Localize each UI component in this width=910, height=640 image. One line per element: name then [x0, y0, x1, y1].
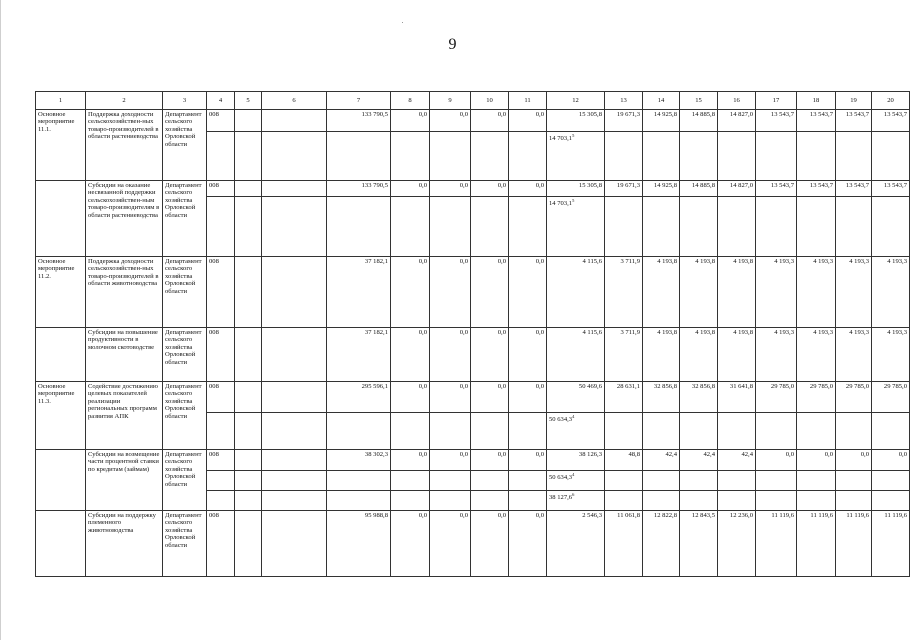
value-cell: 0,0 [391, 110, 430, 132]
value-cell: 0,0 [509, 328, 547, 382]
value-cell: 4 193,8 [680, 328, 718, 382]
empty-cell [756, 197, 797, 257]
value-cell: 4 193,8 [643, 328, 680, 382]
empty-cell [262, 197, 327, 257]
header-cell: 20 [872, 92, 910, 110]
empty-cell [262, 413, 327, 450]
value-cell: 14 925,8 [643, 110, 680, 132]
value-cell: 0,0 [391, 257, 430, 328]
measure-code-cell: Основное мероприятие 11.2. [36, 257, 86, 328]
empty-cell [509, 132, 547, 181]
value-cell: 0,0 [430, 257, 471, 328]
value-cell: 0,0 [391, 382, 430, 413]
empty-cell [718, 413, 756, 450]
table-row [36, 110, 910, 132]
empty-cell [430, 491, 471, 511]
code-cell: 008 [207, 181, 235, 197]
empty-cell [391, 491, 430, 511]
header-cell: 8 [391, 92, 430, 110]
value-cell: 2 546,3 [547, 511, 605, 577]
value-cell: 28 631,1 [605, 382, 643, 413]
code-cell: 008 [207, 328, 235, 382]
header-cell: 6 [262, 92, 327, 110]
value-cell: 0,0 [430, 110, 471, 132]
value-cell: 0,0 [430, 181, 471, 197]
empty-cell [756, 413, 797, 450]
empty-cell [235, 181, 262, 197]
empty-cell [391, 197, 430, 257]
empty-cell [391, 413, 430, 450]
value-cell: 133 790,5 [327, 181, 391, 197]
empty-cell [235, 110, 262, 132]
measure-code-cell [36, 181, 86, 257]
value-cell: 14 827,0 [718, 181, 756, 197]
empty-cell [680, 197, 718, 257]
value-cell: 295 596,1 [327, 382, 391, 413]
header-cell: 19 [836, 92, 872, 110]
value-cell: 0,0 [797, 450, 836, 471]
value-cell: 0,0 [430, 450, 471, 471]
value-cell: 4 193,3 [756, 328, 797, 382]
value-cell: 32 856,8 [680, 382, 718, 413]
measure-name-cell: Поддержка доходности сельскохозяйствен-ных товаро-производителей в области растениеводства [86, 110, 163, 181]
executor-cell: Департамент сельского хозяйства Орловской области [163, 257, 207, 328]
value-cell: 14 925,8 [643, 181, 680, 197]
scan-speck [402, 22, 403, 23]
empty-cell [471, 491, 509, 511]
empty-cell [430, 132, 471, 181]
empty-cell [262, 110, 327, 132]
empty-cell [235, 257, 262, 328]
empty-cell [680, 491, 718, 511]
header-cell: 16 [718, 92, 756, 110]
value-cell: 29 785,0 [756, 382, 797, 413]
value-cell: 11 061,8 [605, 511, 643, 577]
header-cell: 2 [86, 92, 163, 110]
value-cell: 32 856,8 [643, 382, 680, 413]
empty-cell [643, 471, 680, 491]
value-cell: 11 119,6 [797, 511, 836, 577]
empty-cell [797, 471, 836, 491]
header-cell: 15 [680, 92, 718, 110]
header-cell: 9 [430, 92, 471, 110]
value-cell: 0,0 [509, 511, 547, 577]
value-cell: 11 119,6 [836, 511, 872, 577]
value-cell: 12 843,5 [680, 511, 718, 577]
header-cell: 7 [327, 92, 391, 110]
empty-cell [872, 471, 910, 491]
value-cell: 38 126,3 [547, 450, 605, 471]
empty-cell [327, 491, 391, 511]
measure-code-cell [36, 511, 86, 577]
empty-cell [872, 197, 910, 257]
value-cell: 13 543,7 [756, 181, 797, 197]
executor-cell: Департамент сельского хозяйства Орловской области [163, 382, 207, 450]
value-cell: 3 711,9 [605, 257, 643, 328]
empty-cell [235, 328, 262, 382]
code-cell: 008 [207, 511, 235, 577]
value-cell: 37 182,1 [327, 328, 391, 382]
empty-cell [262, 257, 327, 328]
empty-cell [262, 511, 327, 577]
empty-cell [797, 197, 836, 257]
empty-cell [836, 491, 872, 511]
empty-cell [718, 197, 756, 257]
empty-cell [471, 413, 509, 450]
measure-name-cell: Содействие достижению целевых показателей реализации региональных программ развития АПК [86, 382, 163, 450]
empty-cell [430, 197, 471, 257]
value-cell: 13 543,7 [836, 110, 872, 132]
header-row [36, 92, 910, 110]
value-cell: 11 119,6 [756, 511, 797, 577]
measure-name-cell: Поддержка доходности сельскохозяйствен-ных товаро-производителей в области животноводства [86, 257, 163, 328]
empty-cell [509, 471, 547, 491]
measure-code-cell: Основное мероприятие 11.1. [36, 110, 86, 181]
value-cell: 0,0 [391, 450, 430, 471]
footnote-value-cell: 14 703,1$^5$ [547, 132, 605, 181]
measure-code-cell: Основное мероприятие 11.3. [36, 382, 86, 450]
empty-cell [262, 450, 327, 471]
empty-cell [235, 511, 262, 577]
value-cell: 0,0 [471, 382, 509, 413]
executor-cell: Департамент сельского хозяйства Орловской области [163, 511, 207, 577]
empty-cell [262, 132, 327, 181]
value-cell: 38 302,3 [327, 450, 391, 471]
code-cell: 008 [207, 382, 235, 413]
empty-cell [756, 491, 797, 511]
value-cell: 13 543,7 [872, 110, 910, 132]
table-row [36, 257, 910, 328]
value-cell: 4 115,6 [547, 257, 605, 328]
value-cell: 0,0 [430, 328, 471, 382]
empty-cell [680, 132, 718, 181]
empty-cell [235, 413, 262, 450]
header-cell: 12 [547, 92, 605, 110]
measure-name-cell: Субсидии на оказание несвязанной поддержки сельскохозяйствен-ным товаро-производителям в области растениеводства [86, 181, 163, 257]
value-cell: 4 115,6 [547, 328, 605, 382]
value-cell: 42,4 [643, 450, 680, 471]
empty-cell [718, 471, 756, 491]
value-cell: 14 885,8 [680, 181, 718, 197]
value-cell: 4 193,8 [680, 257, 718, 328]
empty-cell [207, 471, 235, 491]
empty-cell [207, 197, 235, 257]
value-cell: 14 885,8 [680, 110, 718, 132]
empty-cell [471, 197, 509, 257]
header-cell: 18 [797, 92, 836, 110]
header-cell: 3 [163, 92, 207, 110]
code-cell: 008 [207, 110, 235, 132]
value-cell: 0,0 [391, 328, 430, 382]
empty-cell [327, 471, 391, 491]
value-cell: 19 671,3 [605, 110, 643, 132]
header-cell: 17 [756, 92, 797, 110]
value-cell: 29 785,0 [797, 382, 836, 413]
value-cell: 4 193,3 [797, 257, 836, 328]
empty-cell [680, 413, 718, 450]
value-cell: 12 822,8 [643, 511, 680, 577]
empty-cell [262, 382, 327, 413]
empty-cell [605, 491, 643, 511]
empty-cell [262, 181, 327, 197]
empty-cell [797, 132, 836, 181]
header-cell: 13 [605, 92, 643, 110]
empty-cell [872, 491, 910, 511]
value-cell: 0,0 [391, 181, 430, 197]
value-cell: 0,0 [471, 257, 509, 328]
empty-cell [262, 328, 327, 382]
empty-cell [327, 413, 391, 450]
empty-cell [718, 132, 756, 181]
footnote-value-cell: 14 703,1$^5$ [547, 197, 605, 257]
empty-cell [327, 197, 391, 257]
value-cell: 4 193,3 [872, 257, 910, 328]
empty-cell [605, 197, 643, 257]
header-cell: 11 [509, 92, 547, 110]
value-cell: 0,0 [756, 450, 797, 471]
empty-cell [207, 491, 235, 511]
empty-cell [471, 471, 509, 491]
value-cell: 50 469,6 [547, 382, 605, 413]
empty-cell [836, 197, 872, 257]
value-cell: 0,0 [509, 110, 547, 132]
scan-edge [0, 0, 1, 640]
code-cell: 008 [207, 450, 235, 471]
empty-cell [643, 197, 680, 257]
empty-cell [262, 491, 327, 511]
empty-cell [718, 491, 756, 511]
header-cell: 4 [207, 92, 235, 110]
measure-code-cell [36, 450, 86, 511]
empty-cell [836, 132, 872, 181]
empty-cell [235, 450, 262, 471]
empty-cell [756, 471, 797, 491]
empty-cell [471, 132, 509, 181]
value-cell: 29 785,0 [836, 382, 872, 413]
empty-cell [797, 413, 836, 450]
value-cell: 0,0 [471, 181, 509, 197]
empty-cell [235, 382, 262, 413]
empty-cell [872, 413, 910, 450]
empty-cell [680, 471, 718, 491]
value-cell: 15 305,8 [547, 181, 605, 197]
header-cell: 14 [643, 92, 680, 110]
value-cell: 31 641,8 [718, 382, 756, 413]
table-row [36, 450, 910, 471]
value-cell: 37 182,1 [327, 257, 391, 328]
executor-cell: Департамент сельского хозяйства Орловской области [163, 110, 207, 181]
value-cell: 48,8 [605, 450, 643, 471]
empty-cell [235, 491, 262, 511]
executor-cell: Департамент сельского хозяйства Орловской области [163, 181, 207, 257]
empty-cell [756, 132, 797, 181]
empty-cell [509, 413, 547, 450]
empty-cell [605, 132, 643, 181]
value-cell: 4 193,8 [718, 328, 756, 382]
empty-cell [235, 471, 262, 491]
value-cell: 14 827,0 [718, 110, 756, 132]
empty-cell [430, 413, 471, 450]
value-cell: 0,0 [471, 450, 509, 471]
value-cell: 42,4 [680, 450, 718, 471]
value-cell: 13 543,7 [872, 181, 910, 197]
value-cell: 4 193,8 [718, 257, 756, 328]
value-cell: 4 193,3 [797, 328, 836, 382]
value-cell: 29 785,0 [872, 382, 910, 413]
empty-cell [643, 413, 680, 450]
value-cell: 11 119,6 [872, 511, 910, 577]
value-cell: 0,0 [509, 450, 547, 471]
value-cell: 19 671,3 [605, 181, 643, 197]
value-cell: 0,0 [471, 110, 509, 132]
empty-cell [207, 413, 235, 450]
empty-cell [797, 491, 836, 511]
empty-cell [430, 471, 471, 491]
value-cell: 0,0 [509, 382, 547, 413]
value-cell: 13 543,7 [756, 110, 797, 132]
value-cell: 3 711,9 [605, 328, 643, 382]
footnote-value-cell: 50 634,3$^4$ [547, 413, 605, 450]
value-cell: 95 988,8 [327, 511, 391, 577]
code-cell: 008 [207, 257, 235, 328]
empty-cell [836, 471, 872, 491]
footnote-value-cell: 38 127,6$^6$ [547, 491, 605, 511]
header-cell: 10 [471, 92, 509, 110]
measure-name-cell: Субсидии на поддержку племенного животноводства [86, 511, 163, 577]
empty-cell [391, 132, 430, 181]
empty-cell [509, 197, 547, 257]
empty-cell [605, 471, 643, 491]
value-cell: 0,0 [509, 257, 547, 328]
empty-cell [235, 197, 262, 257]
value-cell: 15 305,8 [547, 110, 605, 132]
empty-cell [327, 132, 391, 181]
value-cell: 13 543,7 [836, 181, 872, 197]
value-cell: 0,0 [509, 181, 547, 197]
table-row [36, 328, 910, 382]
empty-cell [391, 471, 430, 491]
empty-cell [262, 471, 327, 491]
value-cell: 4 193,3 [836, 328, 872, 382]
empty-cell [643, 132, 680, 181]
value-cell: 12 236,0 [718, 511, 756, 577]
value-cell: 0,0 [471, 328, 509, 382]
value-cell: 4 193,3 [756, 257, 797, 328]
table-row [36, 511, 910, 577]
empty-cell [836, 413, 872, 450]
measure-name-cell: Субсидии на возмещение части процентной ставки по кредитам (займам) [86, 450, 163, 511]
empty-cell [872, 132, 910, 181]
empty-cell [235, 132, 262, 181]
value-cell: 0,0 [836, 450, 872, 471]
table-row [36, 181, 910, 197]
executor-cell: Департамент сельского хозяйства Орловской области [163, 450, 207, 511]
value-cell: 0,0 [471, 511, 509, 577]
value-cell: 133 790,5 [327, 110, 391, 132]
page-number: 9 [448, 36, 457, 53]
empty-cell [509, 491, 547, 511]
value-cell: 0,0 [872, 450, 910, 471]
measure-name-cell: Субсидии на повышение продуктивности в молочном скотоводстве [86, 328, 163, 382]
header-cell: 1 [36, 92, 86, 110]
measure-code-cell [36, 328, 86, 382]
value-cell: 0,0 [430, 511, 471, 577]
value-cell: 4 193,3 [872, 328, 910, 382]
header-cell: 5 [235, 92, 262, 110]
empty-cell [207, 132, 235, 181]
value-cell: 0,0 [391, 511, 430, 577]
value-cell: 4 193,3 [836, 257, 872, 328]
executor-cell: Департамент сельского хозяйства Орловской области [163, 328, 207, 382]
empty-cell [643, 491, 680, 511]
footnote-value-cell: 50 634,3$^4$ [547, 471, 605, 491]
value-cell: 42,4 [718, 450, 756, 471]
empty-cell [605, 413, 643, 450]
budget-table [35, 91, 910, 577]
value-cell: 13 543,7 [797, 181, 836, 197]
value-cell: 4 193,8 [643, 257, 680, 328]
value-cell: 0,0 [430, 382, 471, 413]
table-row [36, 382, 910, 413]
value-cell: 13 543,7 [797, 110, 836, 132]
